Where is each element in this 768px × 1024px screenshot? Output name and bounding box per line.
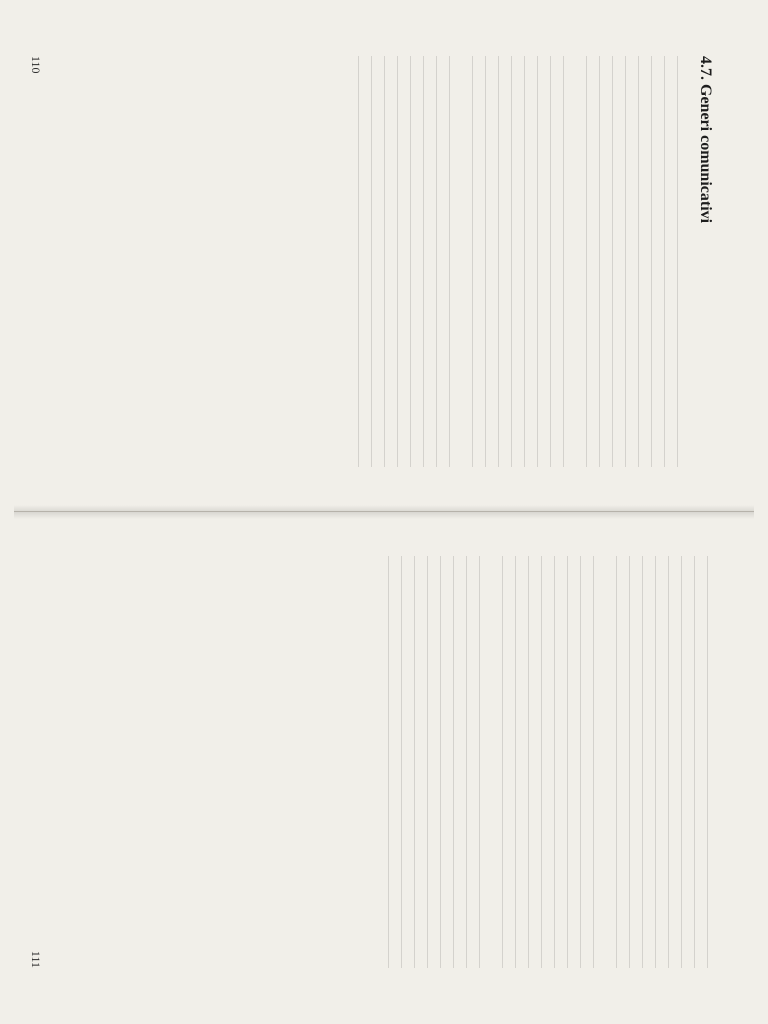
page-number: 111 — [29, 950, 43, 968]
body-paragraph — [346, 56, 456, 467]
left-page — [14, 12, 754, 512]
body-paragraph — [604, 556, 714, 968]
page-number: 110 — [29, 56, 43, 74]
body-paragraph — [574, 56, 684, 467]
body-paragraph — [376, 556, 486, 968]
body-paragraph — [490, 556, 600, 968]
book-spread — [14, 12, 754, 1012]
body-paragraph — [460, 56, 570, 467]
section-title: 4.7. Generi comunicativi — [697, 56, 714, 224]
right-page — [14, 512, 754, 1012]
